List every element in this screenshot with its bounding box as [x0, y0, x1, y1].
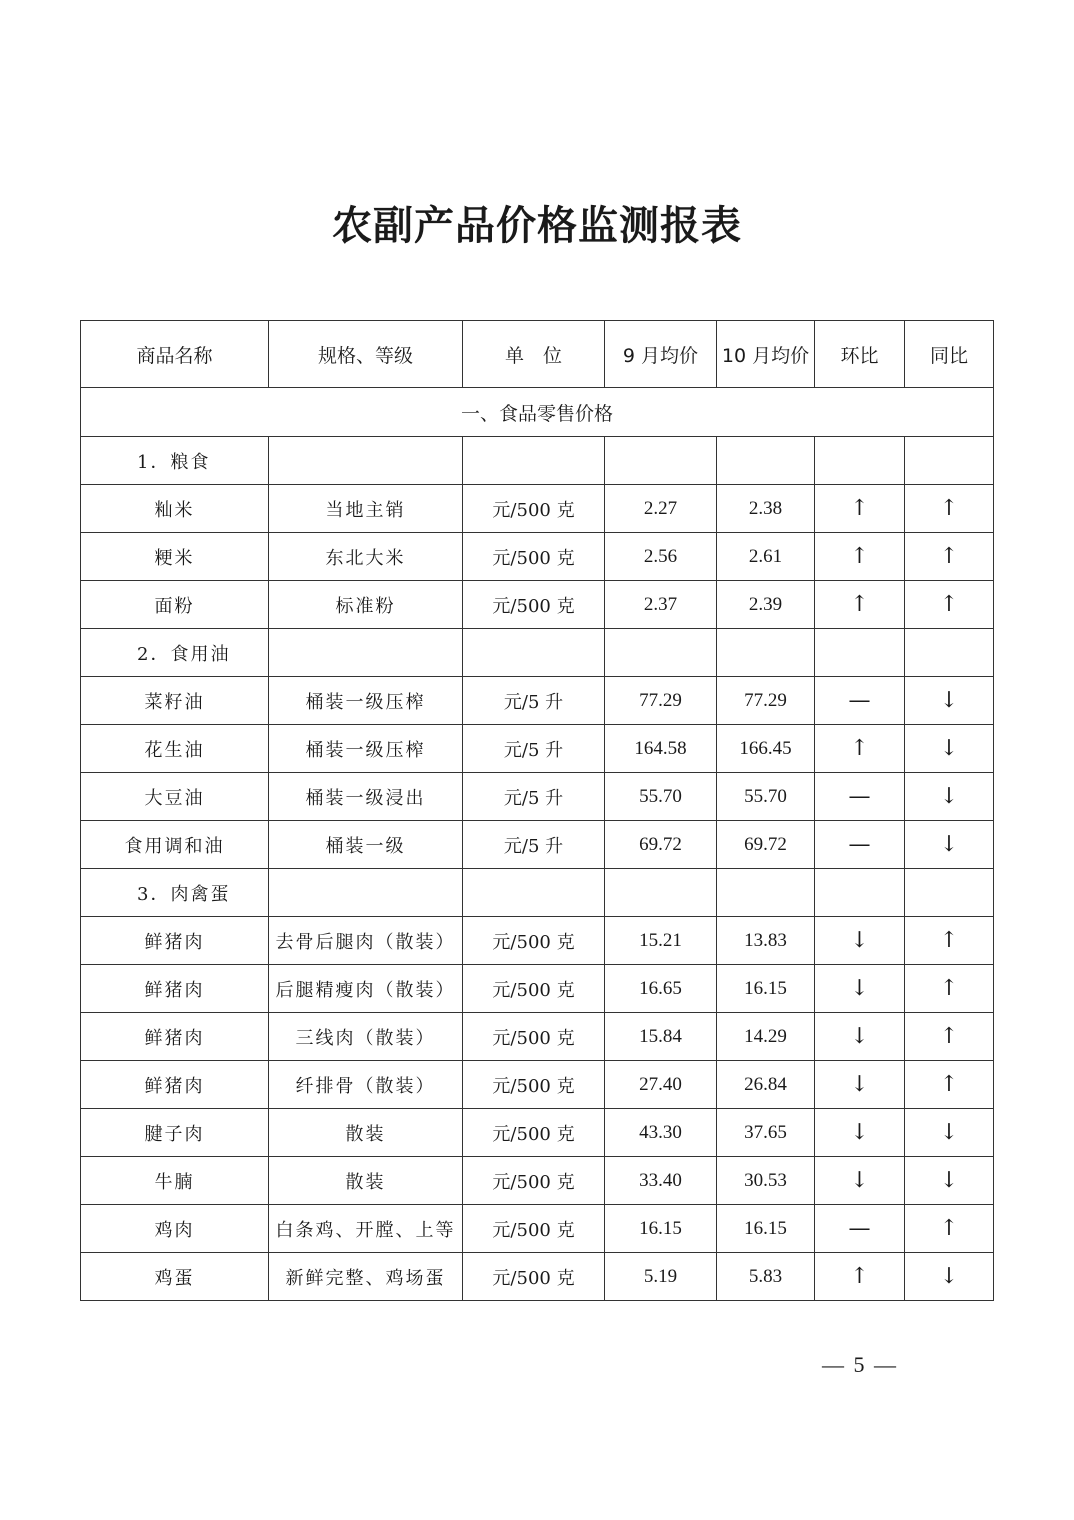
spec-cell: 桶装一级压榨	[269, 725, 463, 773]
empty-cell	[717, 869, 815, 917]
oct-price-cell: 14.29	[717, 1013, 815, 1061]
yoy-trend-cell: ↑	[905, 485, 994, 533]
oct-price-cell: 16.15	[717, 1205, 815, 1253]
section-row	[81, 388, 994, 437]
table-row	[81, 725, 994, 773]
unit-cell: 元/5 升	[463, 773, 605, 821]
yoy-trend-cell: ↑	[905, 1061, 994, 1109]
sep-price-cell: 164.58	[605, 725, 717, 773]
empty-cell	[905, 869, 994, 917]
table-row	[81, 1253, 994, 1301]
unit-cell: 元/500 克	[463, 1253, 605, 1301]
sep-price-cell: 69.72	[605, 821, 717, 869]
mom-trend-cell: ↑	[815, 725, 905, 773]
oct-price-cell: 2.38	[717, 485, 815, 533]
category-label: 3．肉禽蛋	[81, 869, 269, 917]
empty-cell	[717, 629, 815, 677]
sep-price-cell: 33.40	[605, 1157, 717, 1205]
oct-price-cell: 55.70	[717, 773, 815, 821]
sep-price-cell: 15.84	[605, 1013, 717, 1061]
sep-price-cell: 15.21	[605, 917, 717, 965]
section-title: 一、食品零售价格	[81, 388, 994, 437]
mom-trend-cell: ↑	[815, 581, 905, 629]
sep-price-cell: 16.65	[605, 965, 717, 1013]
table-row	[81, 1157, 994, 1205]
price-monitoring-table	[80, 320, 994, 1301]
sep-price-cell: 77.29	[605, 677, 717, 725]
table-row	[81, 581, 994, 629]
unit-cell: 元/500 克	[463, 1205, 605, 1253]
empty-cell	[905, 437, 994, 485]
sep-price-cell: 2.56	[605, 533, 717, 581]
header-spec: 规格、等级	[269, 321, 463, 388]
sep-price-cell: 2.27	[605, 485, 717, 533]
mom-trend-cell: ↓	[815, 1013, 905, 1061]
header-yoy: 同比	[905, 321, 994, 388]
product-name-cell: 鲜猪肉	[81, 1013, 269, 1061]
spec-cell: 桶装一级压榨	[269, 677, 463, 725]
mom-trend-cell: ↓	[815, 1061, 905, 1109]
unit-cell: 元/500 克	[463, 581, 605, 629]
header-name: 商品名称	[81, 321, 269, 388]
product-name-cell: 鲜猪肉	[81, 1061, 269, 1109]
yoy-trend-cell: ↓	[905, 773, 994, 821]
empty-cell	[463, 629, 605, 677]
header-row	[81, 321, 994, 388]
unit-cell: 元/500 克	[463, 485, 605, 533]
empty-cell	[815, 869, 905, 917]
sep-price-cell: 43.30	[605, 1109, 717, 1157]
product-name-cell: 籼米	[81, 485, 269, 533]
unit-cell: 元/5 升	[463, 821, 605, 869]
header-sep-avg: 9 月均价	[605, 321, 717, 388]
mom-trend-cell: ↓	[815, 1157, 905, 1205]
sep-price-cell: 16.15	[605, 1205, 717, 1253]
header-mom: 环比	[815, 321, 905, 388]
spec-cell: 散装	[269, 1157, 463, 1205]
table-row	[81, 485, 994, 533]
report-title: 农副产品价格监测报表	[332, 202, 742, 249]
table-row	[81, 773, 994, 821]
category-row	[81, 437, 994, 485]
table-row	[81, 1109, 994, 1157]
spec-cell: 桶装一级	[269, 821, 463, 869]
yoy-trend-cell: ↓	[905, 725, 994, 773]
spec-cell: 三线肉（散装）	[269, 1013, 463, 1061]
yoy-trend-cell: ↑	[905, 533, 994, 581]
unit-cell: 元/5 升	[463, 677, 605, 725]
table-row	[81, 533, 994, 581]
table-row	[81, 821, 994, 869]
oct-price-cell: 77.29	[717, 677, 815, 725]
product-name-cell: 花生油	[81, 725, 269, 773]
product-name-cell: 鲜猪肉	[81, 965, 269, 1013]
spec-cell: 白条鸡、开膛、上等	[269, 1205, 463, 1253]
oct-price-cell: 2.39	[717, 581, 815, 629]
yoy-trend-cell: ↓	[905, 1109, 994, 1157]
mom-trend-cell: ↑	[815, 485, 905, 533]
table-row	[81, 1061, 994, 1109]
mom-trend-cell: —	[815, 677, 905, 725]
oct-price-cell: 69.72	[717, 821, 815, 869]
page-number: — 5 —	[822, 1352, 898, 1377]
sep-price-cell: 2.37	[605, 581, 717, 629]
product-name-cell: 粳米	[81, 533, 269, 581]
mom-trend-cell: ↓	[815, 917, 905, 965]
product-name-cell: 面粉	[81, 581, 269, 629]
yoy-trend-cell: ↑	[905, 965, 994, 1013]
unit-cell: 元/500 克	[463, 533, 605, 581]
spec-cell: 散装	[269, 1109, 463, 1157]
empty-cell	[717, 437, 815, 485]
sep-price-cell: 27.40	[605, 1061, 717, 1109]
table-row	[81, 965, 994, 1013]
yoy-trend-cell: ↓	[905, 821, 994, 869]
mom-trend-cell: ↑	[815, 1253, 905, 1301]
header-unit: 单 位	[463, 321, 605, 388]
oct-price-cell: 166.45	[717, 725, 815, 773]
spec-cell: 新鲜完整、鸡场蛋	[269, 1253, 463, 1301]
empty-cell	[463, 869, 605, 917]
table-row	[81, 677, 994, 725]
spec-cell: 纤排骨（散装）	[269, 1061, 463, 1109]
product-name-cell: 食用调和油	[81, 821, 269, 869]
unit-cell: 元/5 升	[463, 725, 605, 773]
header-oct-avg: 10 月均价	[717, 321, 815, 388]
table-row	[81, 1205, 994, 1253]
yoy-trend-cell: ↑	[905, 1205, 994, 1253]
yoy-trend-cell: ↓	[905, 677, 994, 725]
product-name-cell: 鲜猪肉	[81, 917, 269, 965]
empty-cell	[605, 629, 717, 677]
oct-price-cell: 30.53	[717, 1157, 815, 1205]
unit-cell: 元/500 克	[463, 1061, 605, 1109]
unit-cell: 元/500 克	[463, 1109, 605, 1157]
sep-price-cell: 55.70	[605, 773, 717, 821]
product-name-cell: 牛腩	[81, 1157, 269, 1205]
oct-price-cell: 16.15	[717, 965, 815, 1013]
table-row	[81, 1013, 994, 1061]
sep-price-cell: 5.19	[605, 1253, 717, 1301]
spec-cell: 东北大米	[269, 533, 463, 581]
empty-cell	[605, 869, 717, 917]
category-label: 1．粮食	[81, 437, 269, 485]
product-name-cell: 腱子肉	[81, 1109, 269, 1157]
category-label: 2．食用油	[81, 629, 269, 677]
product-name-cell: 鸡蛋	[81, 1253, 269, 1301]
oct-price-cell: 5.83	[717, 1253, 815, 1301]
empty-cell	[269, 629, 463, 677]
empty-cell	[815, 437, 905, 485]
oct-price-cell: 37.65	[717, 1109, 815, 1157]
mom-trend-cell: —	[815, 1205, 905, 1253]
unit-cell: 元/500 克	[463, 1157, 605, 1205]
unit-cell: 元/500 克	[463, 965, 605, 1013]
oct-price-cell: 13.83	[717, 917, 815, 965]
oct-price-cell: 26.84	[717, 1061, 815, 1109]
empty-cell	[605, 437, 717, 485]
table-row	[81, 917, 994, 965]
product-name-cell: 菜籽油	[81, 677, 269, 725]
mom-trend-cell: —	[815, 773, 905, 821]
mom-trend-cell: ↓	[815, 965, 905, 1013]
category-row	[81, 629, 994, 677]
empty-cell	[269, 437, 463, 485]
yoy-trend-cell: ↓	[905, 1253, 994, 1301]
unit-cell: 元/500 克	[463, 917, 605, 965]
empty-cell	[269, 869, 463, 917]
spec-cell: 标准粉	[269, 581, 463, 629]
mom-trend-cell: ↓	[815, 1109, 905, 1157]
yoy-trend-cell: ↑	[905, 1013, 994, 1061]
yoy-trend-cell: ↓	[905, 1157, 994, 1205]
spec-cell: 后腿精瘦肉（散装）	[269, 965, 463, 1013]
category-row	[81, 869, 994, 917]
empty-cell	[463, 437, 605, 485]
mom-trend-cell: ↑	[815, 533, 905, 581]
yoy-trend-cell: ↑	[905, 917, 994, 965]
empty-cell	[815, 629, 905, 677]
empty-cell	[905, 629, 994, 677]
product-name-cell: 大豆油	[81, 773, 269, 821]
oct-price-cell: 2.61	[717, 533, 815, 581]
spec-cell: 当地主销	[269, 485, 463, 533]
yoy-trend-cell: ↑	[905, 581, 994, 629]
spec-cell: 桶装一级浸出	[269, 773, 463, 821]
spec-cell: 去骨后腿肉（散装）	[269, 917, 463, 965]
mom-trend-cell: —	[815, 821, 905, 869]
unit-cell: 元/500 克	[463, 1013, 605, 1061]
product-name-cell: 鸡肉	[81, 1205, 269, 1253]
